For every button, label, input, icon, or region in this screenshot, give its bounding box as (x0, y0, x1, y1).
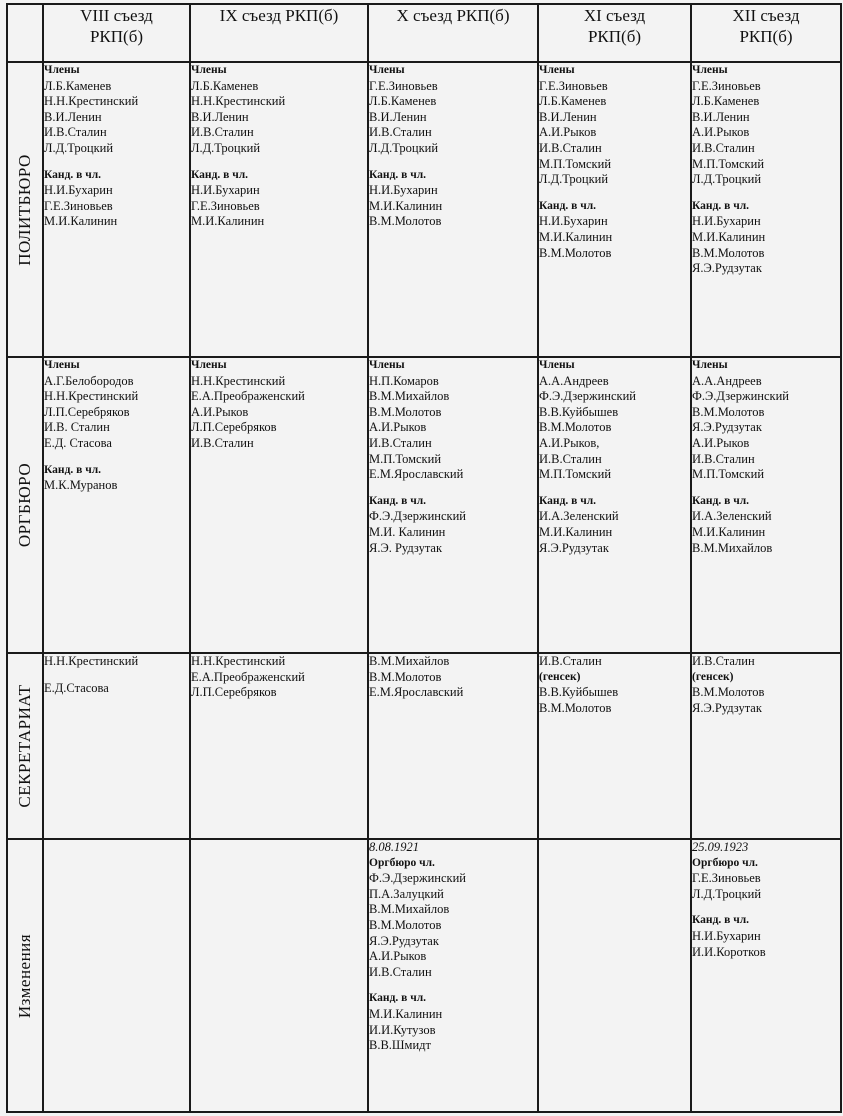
member-name: Г.Е.Зиновьев (369, 78, 438, 93)
member-name: И.В.Сталин (369, 964, 432, 979)
member-name: В.М.Молотов (369, 917, 442, 932)
member-name: Н.И.Бухарин (191, 183, 260, 198)
spacer (44, 157, 189, 168)
section-label: Члены (692, 64, 728, 76)
member-name: В.В.Шмидт (369, 1038, 431, 1053)
cell-changes-12 (691, 839, 841, 1112)
section-label: Члены (44, 359, 80, 371)
cell-politburo-10 (368, 62, 538, 357)
section-label: Канд. в чл. (369, 168, 427, 181)
member-name: Г.Е.Зиновьев (692, 871, 761, 886)
member-name: А.И.Рыков (369, 420, 427, 435)
member-name: Н.И.Бухарин (369, 183, 438, 198)
member-name: В.М.Молотов (539, 700, 612, 715)
section-label: Канд. в чл. (692, 494, 750, 507)
member-name: Е.А.Преображенский (191, 389, 305, 404)
member-name: Г.Е.Зиновьев (539, 78, 608, 93)
section-label: Члены (369, 359, 405, 371)
member-name: Е.М.Ярославский (369, 467, 464, 482)
header-row (7, 4, 841, 62)
header-congress-9 (190, 4, 368, 62)
member-name: В.И.Ленин (539, 109, 597, 124)
member-name: И.В.Сталин (539, 451, 602, 466)
member-name: Н.И.Бухарин (692, 928, 761, 943)
row-label-politburo (7, 62, 43, 357)
member-name: Я.Э.Рудзутак (692, 261, 762, 276)
member-name: Л.Д.Троцкий (692, 172, 762, 187)
member-name: А.И.Рыков (692, 435, 750, 450)
row-orgburo (7, 357, 841, 653)
section-label: Канд. в чл. (369, 992, 427, 1005)
member-name: М.И. Калинин (369, 524, 446, 539)
member-name: И.В.Сталин (692, 654, 755, 668)
member-name: В.М.Михайлов (369, 654, 450, 668)
spacer (539, 483, 690, 494)
member-name: Н.П.Комаров (369, 373, 439, 388)
spacer (692, 188, 840, 199)
member-name: Н.Н.Крестинский (191, 94, 286, 109)
header-line: XI съезд (583, 6, 646, 25)
header-line: X съезд РКП(б) (396, 6, 510, 25)
member-name: Н.Н.Крестинский (191, 654, 286, 668)
member-name: И.В.Сталин (369, 125, 432, 140)
row-label-text: СЕКРЕТАРИАТ (15, 684, 34, 808)
row-secretariat (7, 653, 841, 839)
header-line: РКП(б) (739, 27, 793, 46)
party-bodies-table (6, 3, 842, 1113)
spacer (369, 157, 537, 168)
cell-changes-11 (538, 839, 691, 1112)
row-label-text: Изменения (15, 933, 34, 1018)
member-name: И.И.Коротков (692, 944, 766, 959)
member-name: Ф.Э.Дзержинский (692, 389, 789, 404)
member-name: В.М.Молотов (369, 214, 442, 229)
member-name: А.И.Рыков (692, 125, 750, 140)
member-name: И.В.Сталин (692, 451, 755, 466)
member-name: И.В.Сталин (191, 125, 254, 140)
member-name: М.П.Томский (369, 451, 442, 466)
member-name: В.В.Куйбышев (539, 685, 619, 700)
member-name: М.И.Калинин (539, 524, 613, 539)
member-name: В.М.Молотов (369, 404, 442, 419)
date-label: 8.08.1921 (369, 840, 419, 854)
header-line: РКП(б) (587, 27, 642, 46)
member-name: Н.И.Бухарин (692, 214, 761, 229)
member-name: В.М.Молотов (539, 245, 612, 260)
spacer (692, 483, 840, 494)
header-line: VIII съезд (80, 6, 153, 25)
member-name: Ф.Э.Дзержинский (369, 509, 466, 524)
member-name: В.И.Ленин (44, 109, 102, 124)
section-label: Члены (539, 359, 575, 371)
member-name: М.И.Калинин (692, 229, 766, 244)
member-name: Н.И.Бухарин (539, 214, 608, 229)
row-label-text: ПОЛИТБЮРО (15, 153, 34, 266)
section-label: Канд. в чл. (692, 914, 750, 927)
section-label: Канд. в чл. (692, 199, 750, 212)
member-name: А.И.Рыков (539, 125, 597, 140)
row-label-orgburo (7, 357, 43, 653)
member-name: М.И.Калинин (369, 198, 443, 213)
member-name: Я.Э. Рудзутак (369, 540, 443, 555)
member-name: В.И.Ленин (692, 109, 750, 124)
cell-orgburo-12 (691, 357, 841, 653)
section-label: (генсек) (539, 670, 581, 683)
member-name: Л.П.Серебряков (191, 420, 277, 435)
member-name: Л.Д.Троцкий (191, 140, 261, 155)
cell-changes-8 (43, 839, 190, 1112)
section-label: Члены (191, 359, 227, 371)
cell-secretariat-12 (691, 653, 841, 839)
member-name: М.И.Калинин (44, 214, 118, 229)
member-name: И.А.Зеленский (539, 509, 619, 524)
section-label: Канд. в чл. (44, 463, 102, 476)
spacer (44, 452, 189, 463)
section-label: Члены (539, 64, 575, 76)
section-label: Канд. в чл. (191, 168, 249, 181)
section-label: Члены (692, 359, 728, 371)
member-name: В.М.Молотов (692, 404, 765, 419)
member-name: М.К.Муранов (44, 478, 118, 493)
member-name: В.М.Михайлов (369, 389, 450, 404)
row-changes (7, 839, 841, 1112)
header-congress-11 (538, 4, 691, 62)
member-name: Ф.Э.Дзержинский (539, 389, 636, 404)
member-name: Л.П.Серебряков (44, 404, 130, 419)
member-name: В.М.Михайлов (369, 902, 450, 917)
member-name: Н.Н.Крестинский (191, 373, 286, 388)
member-name: А.Г.Белобородов (44, 373, 134, 388)
cell-orgburo-11 (538, 357, 691, 653)
cell-secretariat-10 (368, 653, 538, 839)
member-name: В.В.Куйбышев (539, 404, 619, 419)
header-line: IX съезд РКП(б) (219, 6, 339, 25)
member-name: В.М.Молотов (539, 420, 612, 435)
member-name: Е.Д.Стасова (44, 680, 109, 695)
member-name: Г.Е.Зиновьев (191, 198, 260, 213)
member-name: Л.Д.Троцкий (539, 172, 609, 187)
member-name: П.А.Залуцкий (369, 886, 444, 901)
spacer (539, 188, 690, 199)
member-name: И.В.Сталин (191, 435, 254, 450)
section-label: Члены (369, 64, 405, 76)
cell-politburo-12 (691, 62, 841, 357)
cell-politburo-9 (190, 62, 368, 357)
member-name: Г.Е.Зиновьев (692, 78, 761, 93)
member-name: М.П.Томский (692, 156, 765, 171)
member-name: Г.Е.Зиновьев (44, 198, 113, 213)
member-name: Н.Н.Крестинский (44, 654, 139, 668)
spacer (369, 980, 537, 991)
member-name: М.И.Калинин (369, 1006, 443, 1021)
member-name: М.П.Томский (539, 156, 612, 171)
section-label: Члены (191, 64, 227, 76)
member-name: В.И.Ленин (369, 109, 427, 124)
spacer (44, 670, 189, 681)
member-name: А.И.Рыков (191, 404, 249, 419)
cell-changes-10 (368, 839, 538, 1112)
header-line: РКП(б) (89, 27, 144, 46)
member-name: В.М.Молотов (692, 245, 765, 260)
member-name: Ф.Э.Дзержинский (369, 871, 466, 886)
member-name: Л.Б.Каменев (191, 78, 259, 93)
header-congress-10 (368, 4, 538, 62)
member-name: Л.Б.Каменев (369, 94, 437, 109)
member-name: Н.И.Бухарин (44, 183, 113, 198)
member-name: Я.Э.Рудзутак (369, 933, 439, 948)
member-name: Н.Н.Крестинский (44, 389, 139, 404)
spacer (692, 902, 840, 913)
section-label: Канд. в чл. (369, 494, 427, 507)
member-name: В.И.Ленин (191, 109, 249, 124)
section-label: Канд. в чл. (44, 168, 102, 181)
member-name: Л.Д.Троцкий (44, 140, 114, 155)
cell-politburo-11 (538, 62, 691, 357)
cell-orgburo-8 (43, 357, 190, 653)
header-congress-8 (43, 4, 190, 62)
member-name: М.И.Калинин (191, 214, 265, 229)
member-name: И.В.Сталин (692, 140, 755, 155)
member-name: В.М.Молотов (692, 685, 765, 700)
spacer (191, 157, 367, 168)
section-label: (генсек) (692, 670, 734, 683)
member-name: М.И.Калинин (692, 524, 766, 539)
cell-orgburo-9 (190, 357, 368, 653)
cell-secretariat-9 (190, 653, 368, 839)
cell-changes-9 (190, 839, 368, 1112)
member-name: Л.П.Серебряков (191, 685, 277, 700)
member-name: И.В.Сталин (539, 140, 602, 155)
member-name: А.А.Андреев (539, 373, 609, 388)
member-name: Л.Б.Каменев (539, 94, 607, 109)
section-label: Оргбюро чл. (369, 856, 435, 869)
header-congress-12 (691, 4, 841, 62)
member-name: М.И.Калинин (539, 229, 613, 244)
section-label: Канд. в чл. (539, 199, 597, 212)
date-label: 25.09.1923 (692, 840, 749, 854)
row-label-secretariat (7, 653, 43, 839)
row-label-changes (7, 839, 43, 1112)
member-name: Л.Д.Троцкий (369, 140, 439, 155)
member-name: Я.Э.Рудзутак (692, 420, 762, 435)
member-name: И.В.Сталин (539, 654, 602, 668)
member-name: Я.Э.Рудзутак (692, 700, 762, 715)
cell-orgburo-10 (368, 357, 538, 653)
member-name: И.В. Сталин (44, 420, 110, 435)
member-name: А.А.Андреев (692, 373, 762, 388)
corner-cell (7, 4, 43, 62)
section-label: Канд. в чл. (539, 494, 597, 507)
cell-politburo-8 (43, 62, 190, 357)
member-name: Л.Б.Каменев (44, 78, 112, 93)
cell-secretariat-8 (43, 653, 190, 839)
section-label: Члены (44, 64, 80, 76)
member-name: М.П.Томский (692, 467, 765, 482)
member-name: М.П.Томский (539, 467, 612, 482)
member-name: Е.Д. Стасова (44, 435, 112, 450)
member-name: А.И.Рыков, (539, 435, 600, 450)
member-name: И.В.Сталин (44, 125, 107, 140)
member-name: В.М.Михайлов (692, 540, 773, 555)
member-name: И.А.Зеленский (692, 509, 772, 524)
member-name: И.В.Сталин (369, 435, 432, 450)
member-name: И.И.Кутузов (369, 1022, 436, 1037)
member-name: Н.Н.Крестинский (44, 94, 139, 109)
member-name: А.И.Рыков (369, 949, 427, 964)
member-name: Я.Э.Рудзутак (539, 540, 609, 555)
header-line: XII съезд (732, 6, 800, 25)
member-name: Л.Д.Троцкий (692, 886, 762, 901)
cell-secretariat-11 (538, 653, 691, 839)
row-politburo (7, 62, 841, 357)
member-name: Е.А.Преображенский (191, 669, 305, 684)
spacer (369, 483, 537, 494)
section-label: Оргбюро чл. (692, 856, 758, 869)
member-name: Л.Б.Каменев (692, 94, 760, 109)
member-name: Е.М.Ярославский (369, 685, 464, 700)
row-label-text: ОРГБЮРО (15, 462, 34, 548)
member-name: В.М.Молотов (369, 669, 442, 684)
